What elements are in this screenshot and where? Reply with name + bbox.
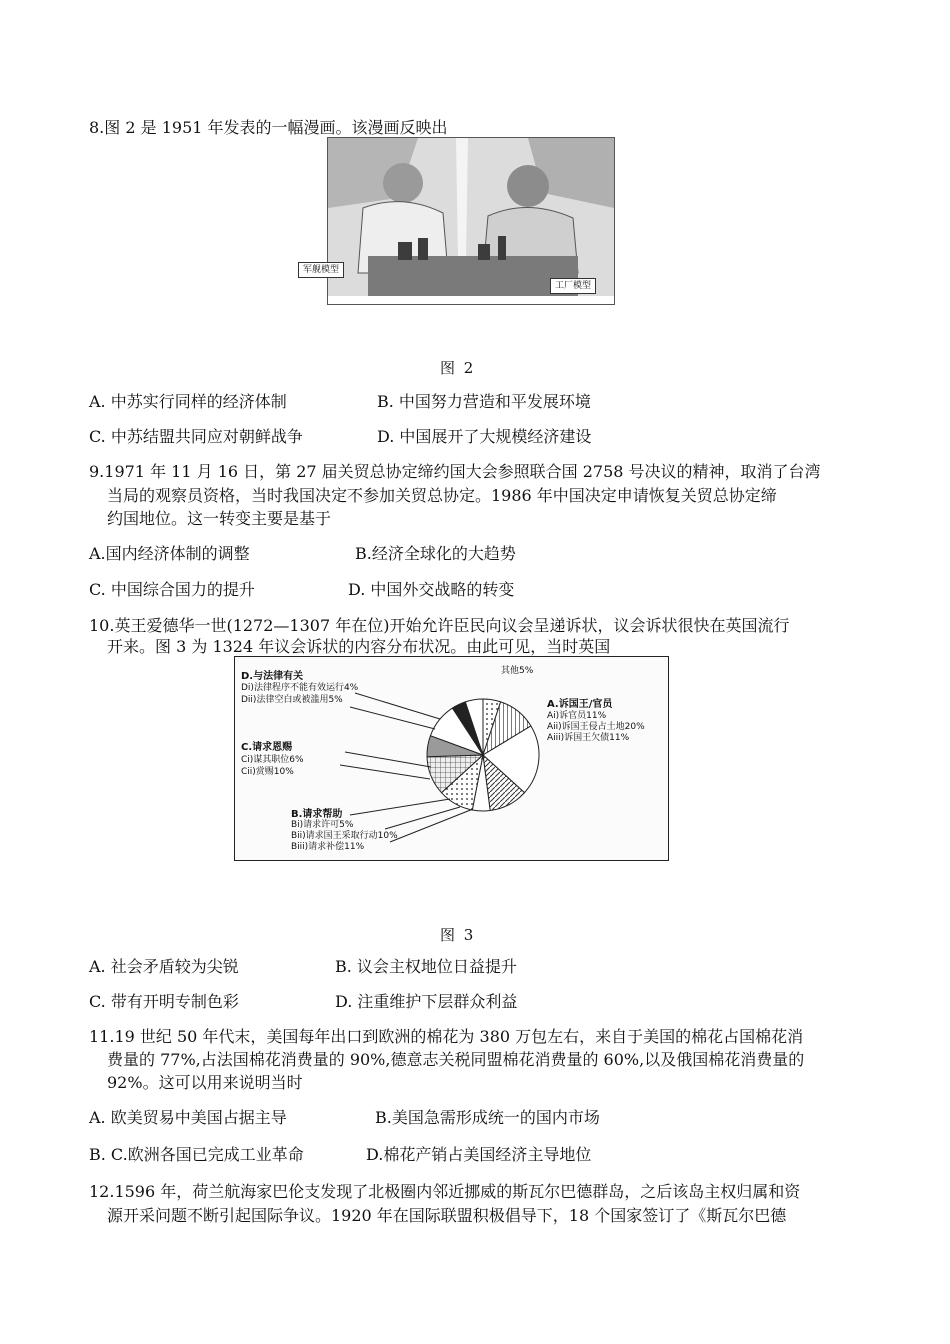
group-c-title: C.请求恩赐: [241, 742, 293, 753]
group-d-item1: Di)法律程序不能有效运行4%: [241, 683, 359, 693]
q9-option-c: C. 中国综合国力的提升: [89, 580, 255, 599]
q10-option-d: D. 注重维护下层群众利益: [335, 992, 518, 1011]
q9-option-a: A.国内经济体制的调整: [89, 544, 250, 563]
group-d-item2: Dii)法律空白或被滥用5%: [241, 695, 343, 705]
warship-model-label: 军舰模型: [298, 262, 344, 278]
pie-chart: [235, 657, 668, 860]
q9-option-d: D. 中国外交战略的转变: [348, 580, 515, 599]
group-a-item3: Aiii)诉国王欠债11%: [547, 733, 630, 743]
q9-stem-line3: 约国地位。这一转变主要是基于: [107, 509, 332, 528]
q9-stem-line2: 当局的观察员资格，当时我国决定不参加关贸总协定。1986 年中国决定申请恢复关贸总协定缔: [107, 486, 777, 505]
q12-stem-line2: 源开采问题不断引起国际争议。1920 年在国际联盟积极倡导下，18 个国家签订了《斯瓦尔巴德: [107, 1206, 787, 1225]
factory-model-label: 工厂模型: [550, 278, 596, 294]
q10-option-b: B. 议会主权地位日益提升: [335, 957, 517, 976]
q12-stem-line1: 12.1596 年，荷兰航海家巴伦支发现了北极圈内邻近挪威的斯瓦尔巴德群岛，之后该岛主权归属和资: [89, 1182, 801, 1201]
q8-option-d: D. 中国展开了大规模经济建设: [377, 427, 592, 446]
figure-2-caption: 图 2: [440, 359, 476, 377]
q11-option-b: B.美国急需形成统一的国内市场: [375, 1108, 600, 1127]
group-a-item2: Aii)诉国王侵占土地20%: [547, 722, 645, 732]
q10-stem-line2: 开来。图 3 为 1324 年议会诉状的内容分布状况。由此可见，当时英国: [107, 637, 611, 656]
q11-stem-line3: 92%。这可以用来说明当时: [107, 1073, 303, 1092]
q8-cartoon-image: [303, 137, 615, 305]
q8-option-a: A. 中苏实行同样的经济体制: [89, 392, 287, 411]
q11-stem-line2: 费量的 77%,占法国棉花消费量的 90%,德意志关税同盟棉花消费量的 60%,以及俄国棉花消费量的: [107, 1050, 805, 1069]
group-b-item3: Biii)请求补偿11%: [291, 842, 365, 852]
q11-option-c: B. C.欧洲各国已完成工业革命: [89, 1145, 304, 1164]
q8-stem: 8.图 2 是 1951 年发表的一幅漫画。该漫画反映出: [89, 118, 448, 137]
q9-option-b: B.经济全球化的大趋势: [355, 544, 516, 563]
group-d-title: D.与法律有关: [241, 671, 304, 682]
other-label: 其他5%: [501, 666, 534, 676]
q11-option-d: D.棉花产销占美国经济主导地位: [366, 1145, 592, 1164]
group-c-item1: Ci)谋其职位6%: [241, 755, 304, 765]
group-c-item2: Cii)赏赐10%: [241, 767, 294, 777]
q10-stem-line1: 10.英王爱德华一世(1272—1307 年在位)开始允许臣民向议会呈递诉状，议会诉状很快在英国流行: [89, 616, 790, 635]
q10-option-a: A. 社会矛盾较为尖锐: [89, 957, 239, 976]
figure-3-caption: 图 3: [440, 926, 476, 944]
q9-stem-line1: 9.1971 年 11 月 16 日，第 27 届关贸总协定缔约国大会参照联合国 2758 号决议的精神，取消了台湾: [89, 462, 821, 481]
q8-option-c: C. 中苏结盟共同应对朝鲜战争: [89, 427, 303, 446]
pie-slices: [427, 699, 539, 811]
q10-pie-chart-figure: [234, 656, 669, 861]
group-a-title: A.诉国王/官员: [547, 699, 613, 710]
group-b-title: B.请求帮助: [291, 809, 343, 820]
q10-option-c: C. 带有开明专制色彩: [89, 992, 239, 1011]
q11-option-a: A. 欧美贸易中美国占据主导: [89, 1108, 287, 1127]
group-a-item1: Ai)诉官员11%: [547, 711, 607, 721]
q8-option-b: B. 中国努力营造和平发展环境: [377, 392, 591, 411]
q11-stem-line1: 11.19 世纪 50 年代末，美国每年出口到欧洲的棉花为 380 万包左右，来自于美国的棉花占国棉花消: [89, 1027, 804, 1046]
group-b-item1: Bi)请求许可5%: [291, 820, 354, 830]
group-b-item2: Bii)请求国王采取行动10%: [291, 831, 398, 841]
